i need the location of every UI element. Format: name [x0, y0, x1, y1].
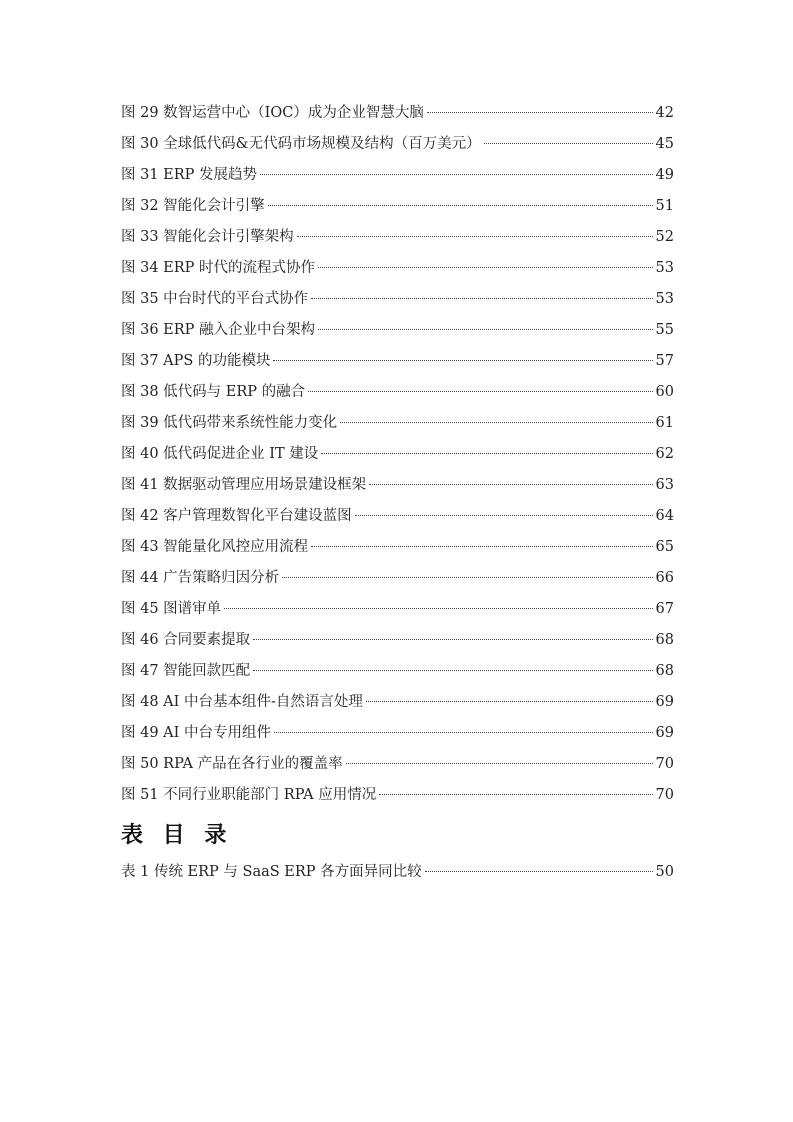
toc-entry[interactable] [121, 377, 674, 408]
toc-entry[interactable] [121, 563, 674, 594]
dot-leader [318, 329, 653, 330]
toc-entry[interactable] [121, 780, 674, 811]
toc-entry-page: 62 [655, 446, 674, 462]
dot-leader [379, 794, 652, 795]
toc-entry-label: 图 51 不同行业职能部门 RPA 应用情况 [121, 787, 377, 803]
toc-entry-label: 表 1 传统 ERP 与 SaaS ERP 各方面异同比较 [121, 864, 422, 880]
toc-entry[interactable] [121, 857, 674, 888]
toc-entry[interactable] [121, 687, 674, 718]
toc-entry-label: 图 30 全球低代码&无代码市场规模及结构（百万美元） [121, 136, 481, 152]
toc-entry-page: 64 [655, 508, 674, 524]
toc-entry-page: 66 [655, 570, 674, 586]
toc-entry-label: 图 34 ERP 时代的流程式协作 [121, 260, 316, 276]
toc-entry-page: 70 [655, 756, 674, 772]
toc-entry[interactable] [121, 222, 674, 253]
toc-entry-label: 图 47 智能回款匹配 [121, 663, 251, 679]
toc-entry-label: 图 50 RPA 产品在各行业的覆盖率 [121, 756, 343, 772]
dot-leader [340, 422, 652, 423]
toc-entry-label: 图 38 低代码与 ERP 的融合 [121, 384, 306, 400]
dot-leader [297, 236, 653, 237]
toc-entry[interactable] [121, 253, 674, 284]
dot-leader [346, 763, 653, 764]
toc-entry[interactable] [121, 470, 674, 501]
toc-entry-page: 69 [655, 694, 674, 710]
toc-entry[interactable] [121, 129, 674, 160]
toc-entry-label: 图 33 智能化会计引擎架构 [121, 229, 294, 245]
toc-entry-page: 53 [655, 291, 674, 307]
toc-entry[interactable] [121, 408, 674, 439]
toc-entry-label: 图 48 AI 中台基本组件-自然语言处理 [121, 694, 363, 710]
toc-entry-page: 68 [655, 663, 674, 679]
dot-leader [355, 515, 653, 516]
dot-leader [273, 360, 652, 361]
toc-entry-label: 图 29 数智运营中心（IOC）成为企业智慧大脑 [121, 105, 424, 121]
toc-entry-page: 69 [655, 725, 674, 741]
toc-entry-page: 50 [655, 864, 674, 880]
toc-entry-page: 68 [655, 632, 674, 648]
dot-leader [366, 701, 653, 702]
toc-entry[interactable] [121, 284, 674, 315]
toc-entry-page: 49 [655, 167, 674, 183]
toc-entry-page: 55 [655, 322, 674, 338]
toc-entry-label: 图 39 低代码带来系统性能力变化 [121, 415, 338, 431]
toc-entry-label: 图 31 ERP 发展趋势 [121, 167, 258, 183]
dot-leader [311, 546, 652, 547]
dot-leader [311, 298, 652, 299]
toc-entry-page: 65 [655, 539, 674, 555]
toc-entry[interactable] [121, 439, 674, 470]
toc-entry-label: 图 45 图谱审单 [121, 601, 222, 617]
tables-section-title: 表 目 录 [121, 823, 233, 848]
toc-entry-label: 图 40 低代码促进企业 IT 建设 [121, 446, 319, 462]
toc-entry[interactable] [121, 532, 674, 563]
toc-entry[interactable] [121, 749, 674, 780]
toc-entry-label: 图 37 APS 的功能模块 [121, 353, 271, 369]
dot-leader [282, 577, 652, 578]
toc-entry-label: 图 42 客户管理数智化平台建设蓝图 [121, 508, 352, 524]
toc-entry-page: 51 [655, 198, 674, 214]
figure-list [121, 98, 674, 811]
dot-leader [321, 453, 652, 454]
toc-entry-page: 53 [655, 260, 674, 276]
toc-entry-page: 52 [655, 229, 674, 245]
dot-leader [268, 205, 653, 206]
dot-leader [484, 143, 653, 144]
dot-leader [253, 639, 652, 640]
dot-leader [318, 267, 653, 268]
dot-leader [425, 871, 653, 872]
toc-entry-page: 42 [655, 105, 674, 121]
dot-leader [253, 670, 652, 671]
toc-entry-label: 图 32 智能化会计引擎 [121, 198, 265, 214]
toc-entry[interactable] [121, 501, 674, 532]
toc-entry[interactable] [121, 594, 674, 625]
toc-entry[interactable] [121, 191, 674, 222]
toc-entry[interactable] [121, 346, 674, 377]
toc-entry[interactable] [121, 315, 674, 346]
dot-leader [260, 174, 653, 175]
table-list [121, 857, 674, 888]
dot-leader [427, 112, 653, 113]
toc-entry-page: 60 [655, 384, 674, 400]
toc-entry-label: 图 46 合同要素提取 [121, 632, 251, 648]
toc-entry[interactable] [121, 718, 674, 749]
toc-entry-page: 57 [655, 353, 674, 369]
toc-entry[interactable] [121, 625, 674, 656]
toc-entry-label: 图 43 智能量化风控应用流程 [121, 539, 309, 555]
toc-entry-page: 45 [655, 136, 674, 152]
dot-leader [224, 608, 652, 609]
toc-entry-label: 图 44 广告策略归因分析 [121, 570, 280, 586]
dot-leader [308, 391, 652, 392]
toc-entry-label: 图 35 中台时代的平台式协作 [121, 291, 309, 307]
toc-entry[interactable] [121, 160, 674, 191]
dot-leader [369, 484, 652, 485]
toc-entry-page: 70 [655, 787, 674, 803]
toc-entry-label: 图 49 AI 中台专用组件 [121, 725, 271, 741]
toc-entry-page: 61 [655, 415, 674, 431]
toc-entry-label: 图 36 ERP 融入企业中台架构 [121, 322, 316, 338]
toc-entry[interactable] [121, 98, 674, 129]
toc-entry[interactable] [121, 656, 674, 687]
toc-entry-label: 图 41 数据驱动管理应用场景建设框架 [121, 477, 367, 493]
dot-leader [274, 732, 653, 733]
toc-entry-page: 63 [655, 477, 674, 493]
toc-entry-page: 67 [655, 601, 674, 617]
